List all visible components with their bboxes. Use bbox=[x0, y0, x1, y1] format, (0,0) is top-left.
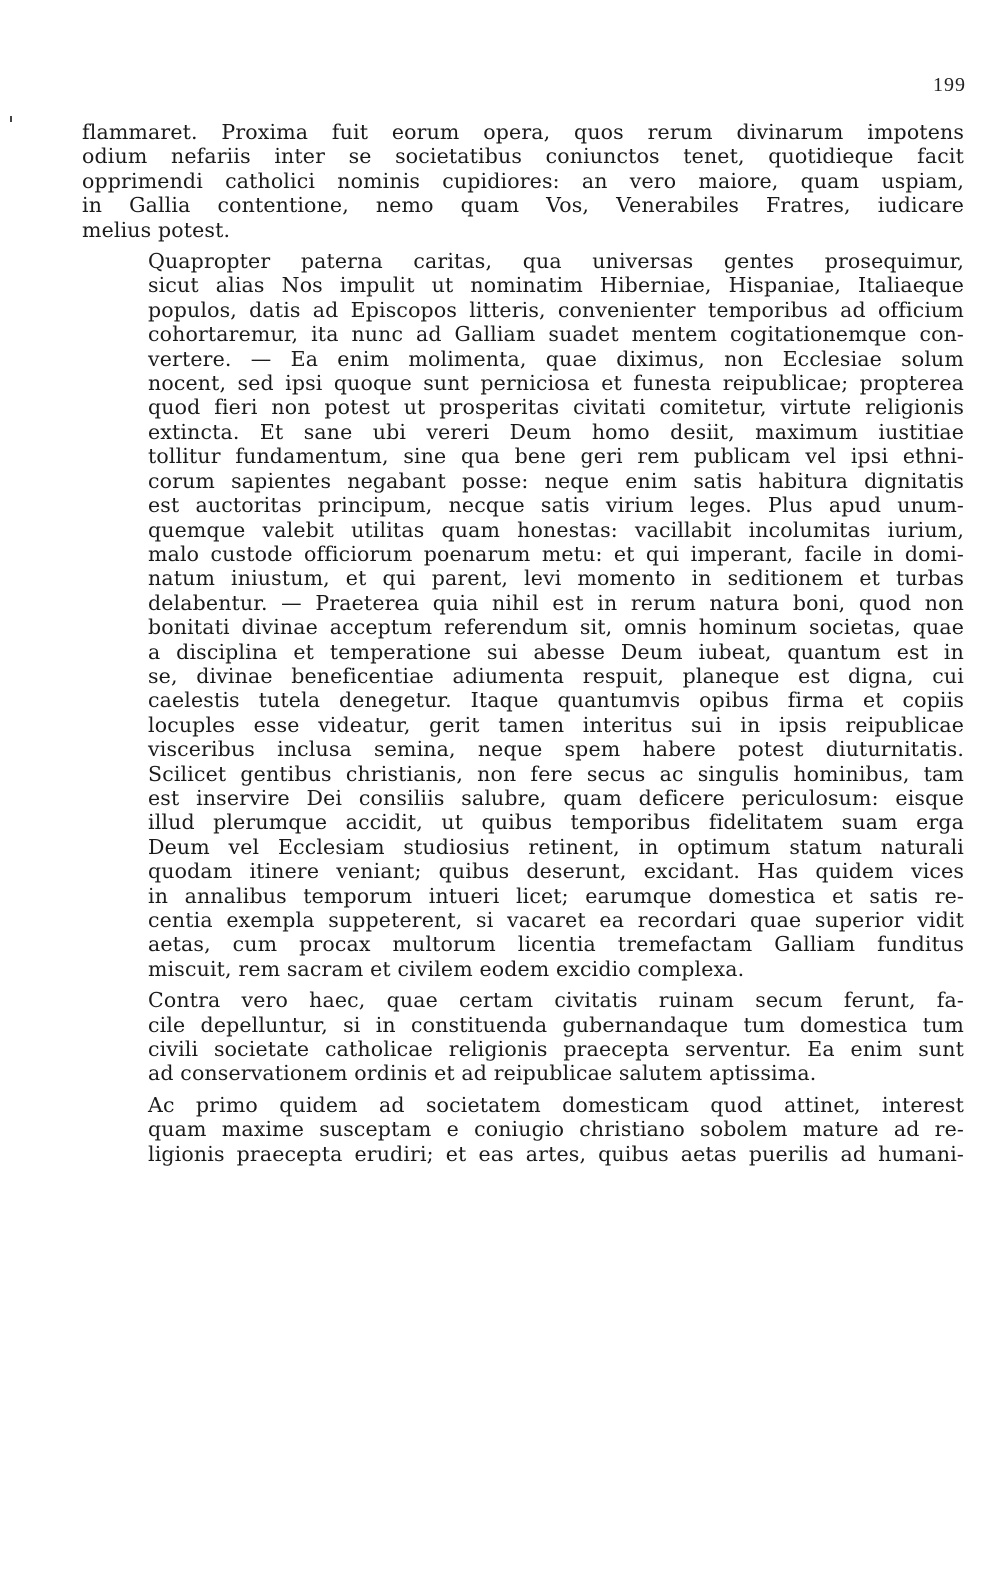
text-line: est auctoritas principum, necque satis virium leges. Plus apud unum- bbox=[148, 493, 964, 518]
text-line: tollitur fundamentum, sine qua bene geri rem publicam vel ipsi ethni- bbox=[148, 444, 964, 469]
text-line: quod fieri non potest ut prosperitas civitati comitetur, virtute religionis bbox=[148, 395, 964, 420]
text-line: est inservire Dei consiliis salubre, quam deficere periculosum: eisque bbox=[148, 785, 964, 810]
text-line: Deum vel Ecclesiam studiosius retinent, in optimum statum naturali bbox=[148, 834, 964, 859]
text-line: delabentur. — Praeterea quia nihil est in rerum natura boni, quod non bbox=[148, 590, 964, 615]
text-line: Scilicet gentibus christianis, non fere secus ac singulis hominibus, tam bbox=[148, 761, 964, 786]
text-line: in annalibus temporum intueri licet; earumque domestica et satis re- bbox=[148, 883, 964, 908]
text-line: natum iniustum, et qui parent, levi momento in seditionem et turbas bbox=[148, 566, 964, 591]
text-line: quam maxime susceptam e coniugio christiano sobolem mature ad re- bbox=[148, 1117, 964, 1142]
text-line: se, divinae beneficentiae adiumenta respuit, planeque est digna, cui bbox=[148, 663, 964, 688]
text-line: extincta. Et sane ubi vereri Deum homo desiit, maximum iustitiae bbox=[148, 419, 964, 444]
text-line: civili societate catholicae religionis praecepta serventur. Ea enim sunt bbox=[148, 1037, 964, 1062]
text-line: a disciplina et temperatione sui abesse Deum iubeat, quantum est in bbox=[148, 639, 964, 664]
text-line: odium nefariis inter se societatibus coniunctos tenet, quotidieque facit bbox=[82, 144, 964, 169]
text-line: nocent, sed ipsi quoque sunt perniciosa et funesta reipublicae; propterea bbox=[148, 371, 964, 396]
text-line: vertere. — Ea enim molimenta, quae diximus, non Ecclesiae solum bbox=[148, 346, 964, 371]
body-text bbox=[82, 120, 964, 1173]
text-line: centia exempla suppeterent, si vacaret ea recordari quae superior vidit bbox=[148, 908, 964, 932]
text-line: malo custode officiorum poenarum metu: et qui imperant, facile in domi- bbox=[148, 541, 964, 566]
text-line: corum sapientes negabant posse: neque enim satis habitura dignitatis bbox=[148, 468, 964, 493]
paragraph bbox=[82, 988, 964, 1086]
text-line: melius potest. bbox=[82, 217, 231, 242]
text-line: quodam itinere veniant; quibus deserunt, excidant. Has quidem vices bbox=[148, 859, 964, 884]
paragraph bbox=[82, 1093, 964, 1166]
text-line: flammaret. Proxima fuit eorum opera, quos rerum divinarum impotens bbox=[82, 120, 964, 144]
text-line: illud plerumque accidit, ut quibus temporibus fidelitatem suam erga bbox=[148, 810, 964, 835]
text-line: Quapropter paterna caritas, qua universas gentes prosequimur, bbox=[148, 249, 964, 274]
text-line: Contra vero haec, quae certam civitatis ruinam secum ferunt, fa- bbox=[148, 988, 964, 1013]
text-line: in Gallia contentione, nemo quam Vos, Venerabiles Fratres, iudicare bbox=[82, 193, 964, 218]
paragraph bbox=[82, 249, 964, 981]
paragraph bbox=[82, 120, 964, 242]
text-line: quemque valebit utilitas quam honestas: vacillabit incolumitas iurium, bbox=[148, 517, 964, 542]
text-line: Ac primo quidem ad societatem domesticam quod attinet, interest bbox=[148, 1092, 964, 1117]
text-line: ligionis praecepta erudiri; et eas artes, quibus aetas puerilis ad humani- bbox=[148, 1141, 964, 1166]
text-line: ad conservationem ordinis et ad reipublicae salutem aptissima. bbox=[148, 1061, 817, 1086]
text-line: miscuit, rem sacram et civilem eodem excidio complexa. bbox=[148, 956, 745, 981]
text-line: bonitati divinae acceptum referendum sit, omnis hominum societas, quae bbox=[148, 615, 964, 640]
text-line: opprimendi catholici nominis cupidiores: an vero maiore, quam uspiam, bbox=[82, 168, 964, 193]
text-line: cohortaremur, ita nunc ad Galliam suadet mentem cogitationemque con- bbox=[148, 322, 964, 347]
text-line: locuples esse videatur, gerit tamen interitus sui in ipsis reipublicae bbox=[148, 712, 964, 737]
text-line: sicut alias Nos impulit ut nominatim Hiberniae, Hispaniae, Italiaeque bbox=[148, 273, 964, 298]
text-line: populos, datis ad Episcopos litteris, convenienter temporibus ad officium bbox=[148, 297, 964, 322]
text-line: visceribus inclusa semina, neque spem habere potest diuturnitatis. bbox=[148, 737, 964, 762]
page-number: 199 bbox=[933, 74, 966, 96]
margin-speck bbox=[10, 116, 12, 122]
text-line: cile depelluntur, si in constituenda gubernandaque tum domestica tum bbox=[148, 1012, 964, 1037]
text-line: caelestis tutela denegetur. Itaque quantumvis opibus firma et copiis bbox=[148, 688, 964, 713]
text-line: aetas, cum procax multorum licentia tremefactam Galliam funditus bbox=[148, 932, 964, 957]
